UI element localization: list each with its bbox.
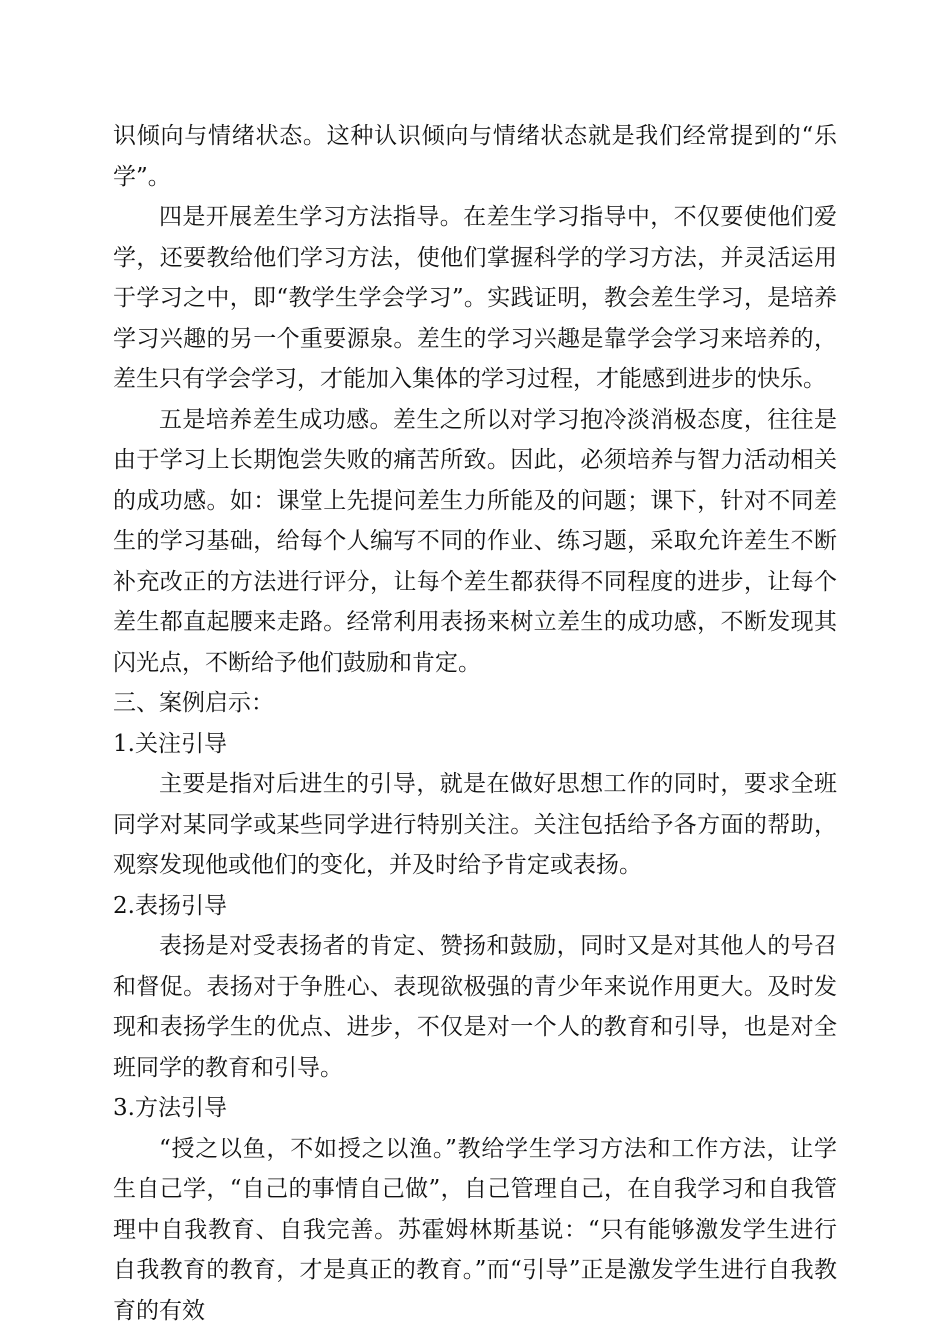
paragraph-method-guidance-quote: “授之以鱼，不如授之以渔。”教给学生学习方法和工作方法，让学生自己学，“自己的事情自己做”，自己管理自己，在自我学习和自我管理中自我教育、自我完善。苏霍姆林斯基说：“只有能够激发学生进行自我教育的教育，才是真正的教育。”而“引导”正是激发学生进行自我教育的有效 [113,1135,837,1324]
paragraph-attention-guidance: 主要是指对后进生的引导，就是在做好思想工作的同时，要求全班同学对某同学或某些同学进行特别关注。关注包括给予各方面的帮助，观察发现他或他们的变化，并及时给予肯定或表扬。 [113,771,837,878]
subheading-method-guidance: 3.方法引导 [113,1095,227,1121]
paragraph-continuation: 识倾向与情绪状态。这种认识倾向与情绪状态就是我们经常提到的“乐学”。 [113,123,837,190]
paragraph-method-guidance: 四是开展差生学习方法指导。在差生学习指导中，不仅要使他们爱学，还要教给他们学习方法，使他们掌握科学的学习方法，并灵活运用于学习之中，即“教学生学会学习”。实践证明，教会差生学习，是培养学习兴趣的另一个重要源泉。差生的学习兴趣是靠学会学习来培养的，差生只有学会学习，才能加入集体的学习过程，才能感到进步的快乐。 [113,204,837,392]
subheading-praise-guidance: 2.表扬引导 [113,892,227,919]
section-heading-case-insights: 三、案例启示： [113,690,274,716]
paragraph-success-feeling: 五是培养差生成功感。差生之所以对学习抱冷淡消极态度，往往是由于学习上长期饱尝失败的痛苦所致。因此，必须培养与智力活动相关的成功感。如：课堂上先提问差生力所能及的问题；课下，针对不同差生的学习基础，给每个人编写不同的作业、练习题，采取允许差生不断补充改正的方法进行评分，让每个差生都获得不同程度的进步，让每个差生都直起腰来走路。经常利用表扬来树立差生的成功感，不断发现其闪光点，不断给予他们鼓励和肯定。 [113,406,837,676]
paragraph-praise-guidance: 表扬是对受表扬者的肯定、赞扬和鼓励，同时又是对其他人的号召和督促。表扬对于争胜心、表现欲极强的青少年来说作用更大。及时发现和表扬学生的优点、进步，不仅是对一个人的教育和引导，也是对全班同学的教育和引导。 [113,933,837,1081]
document-body [113,116,837,1331]
subheading-attention-guidance: 1.关注引导 [113,730,227,757]
